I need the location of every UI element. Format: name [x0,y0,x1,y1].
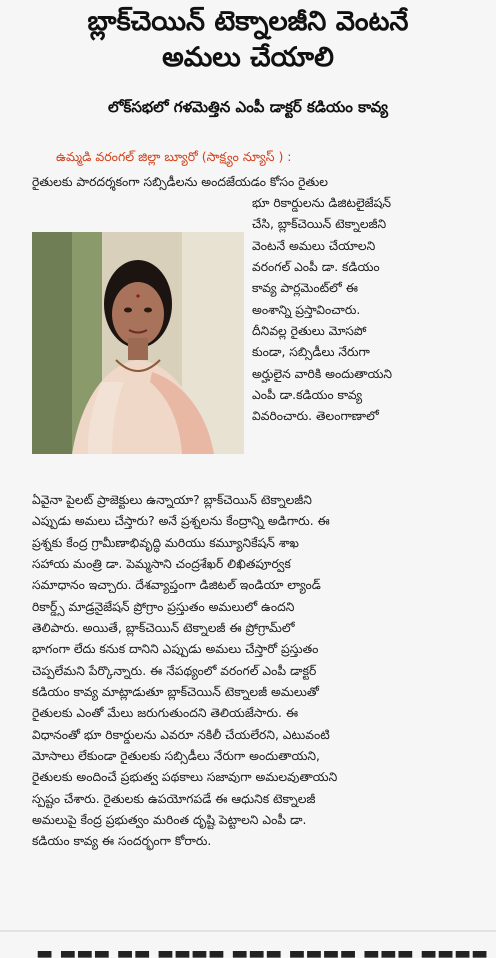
body-line: స్పష్టం చేశారు. రైతులకు ఉపయోగపడే ఈ ఆధునిక టెక్నాలజీ [32,792,316,806]
body-line: అమలుపై కేంద్ర ప్రభుత్వం మరింత దృష్టి పెట్టాలని ఎంపీ డా. [32,813,307,827]
subheadline: లోక్‌సభలో గళమెత్తిన ఎంపీ డాక్టర్ కడియం కావ్య [107,98,389,116]
body-line-beside-photo: భూ రికార్డులను డిజిటలైజేషన్ [252,196,392,210]
body-line: సహాయ మంత్రి డా. పెమ్మసాని చంద్రశేఖర్ లిఖితపూర్వక [32,557,291,571]
body-line: రైతులకు అందించే ప్రభుత్వ పథకాలు సజావుగా అమలవుతాయని [32,770,338,784]
headline-line-1: బ్లాక్‌చెయిన్ టెక్నాలజీని వెంటనే [87,6,409,37]
body-line: చెప్పలేమని పేర్కొన్నారు. ఈ నేపథ్యంలో వరంగల్ ఎంపీ డాక్టర్ [32,664,317,678]
body-line-beside-photo: వెంటనే అమలు చేయాలని [252,239,376,253]
body-line: తెలిపారు. అయితే, బ్లాక్‌చెయిన్ టెక్నాలజీ ఈ ప్రోగ్రామ్‌లో [32,621,295,635]
headline [0,4,496,76]
body-line: రైతులకు ఎంతో మేలు జరుగుతుందని తెలియజేసారు. ఈ [32,706,299,720]
body-line: ఎప్పుడు అమలు చేస్తారు? అనే ప్రశ్నలను కేంద్రాన్ని అడిగారు. ఈ [32,514,330,528]
byline: ఉమ్మడి వరంగల్ జిల్లా బ్యూరో (సాక్ష్యం న్యూస్ ) : [56,149,292,164]
headline-line-2: అమలు చేయాలి [162,42,334,73]
page-divider [0,930,496,932]
body-line-beside-photo: వరంగల్ ఎంపీ డా. కడియం [252,260,380,274]
body-line-beside-photo: కుండా, సబ్సిడీలు నేరుగా [252,345,370,359]
next-headline-fragment: ▬ ▬▬▬ ▬▬ ▬▬▬▬ ▬▬▬ ▬▬▬▬ ▬▬▬ ▬▬▬▬ [36,943,489,958]
body-line: సమాధానం ఇచ్చారు. దేశవ్యాప్తంగా డిజిటల్ ఇండియా ల్యాండ్ [32,578,321,592]
body-line: కడియం కావ్య మాట్లాడుతూ బ్లాక్‌చెయిన్ టెక్నాలజీ అమలుతో [32,685,319,699]
body-line-beside-photo: చేసి, బ్లాక్‌చెయిన్ టెక్నాలజీని [252,217,387,231]
body-line: ఏవైనా పైలట్ ప్రాజెక్టులు ఉన్నాయా? బ్లాక్‌చెయిన్ టెక్నాలజీని [32,493,312,507]
body-line-beside-photo: కావ్య పార్లమెంట్‌లో ఈ [252,281,358,295]
body-line-beside-photo: అర్హులైన వారికి అందుతాయని [252,367,393,381]
body-line-beside-photo: దీనివల్ల రైతులు మోసపో [252,324,367,338]
body-line: రికార్డ్స్ మాడ్రనైజేషన్ ప్రోగ్రాం ప్రస్తుతం అమలులో ఉందని [32,600,295,614]
body-line-beside-photo: ఎంపీ డా.కడియం కావ్య [252,388,363,402]
mp-portrait-photo [32,232,244,454]
body-line: ప్రశ్నకు కేంద్ర గ్రామీణాభివృద్ధి మరియు కమ్యూనికేషన్ శాఖ [32,536,299,550]
body-line-top: రైతులకు పారదర్శకంగా సబ్సిడీలను అందజేయడం కోసం రైతుల [32,175,328,189]
body-line: భాగంగా లేదు కనుక దానిని ఎప్పుడు అమలు చేస్తారో ప్రస్తుతం [32,642,319,656]
body-line-beside-photo: అంశాన్ని ప్రస్తావించారు. [252,303,361,317]
body-line: మోసాలు లేకుండా రైతులకు సబ్సిడీలు నేరుగా అందుతాయని, [32,749,320,763]
body-line: విధానంతో భూ రికార్డులను ఎవరూ నకిలీ చేయలేరని, ఎటువంటి [32,728,330,742]
body-line-beside-photo: వివరించారు. తెలంగాణాలో [252,409,379,423]
next-article-cut-off [0,936,496,958]
body-line: కడియం కావ్య ఈ సందర్భంగా కోరారు. [32,834,212,848]
